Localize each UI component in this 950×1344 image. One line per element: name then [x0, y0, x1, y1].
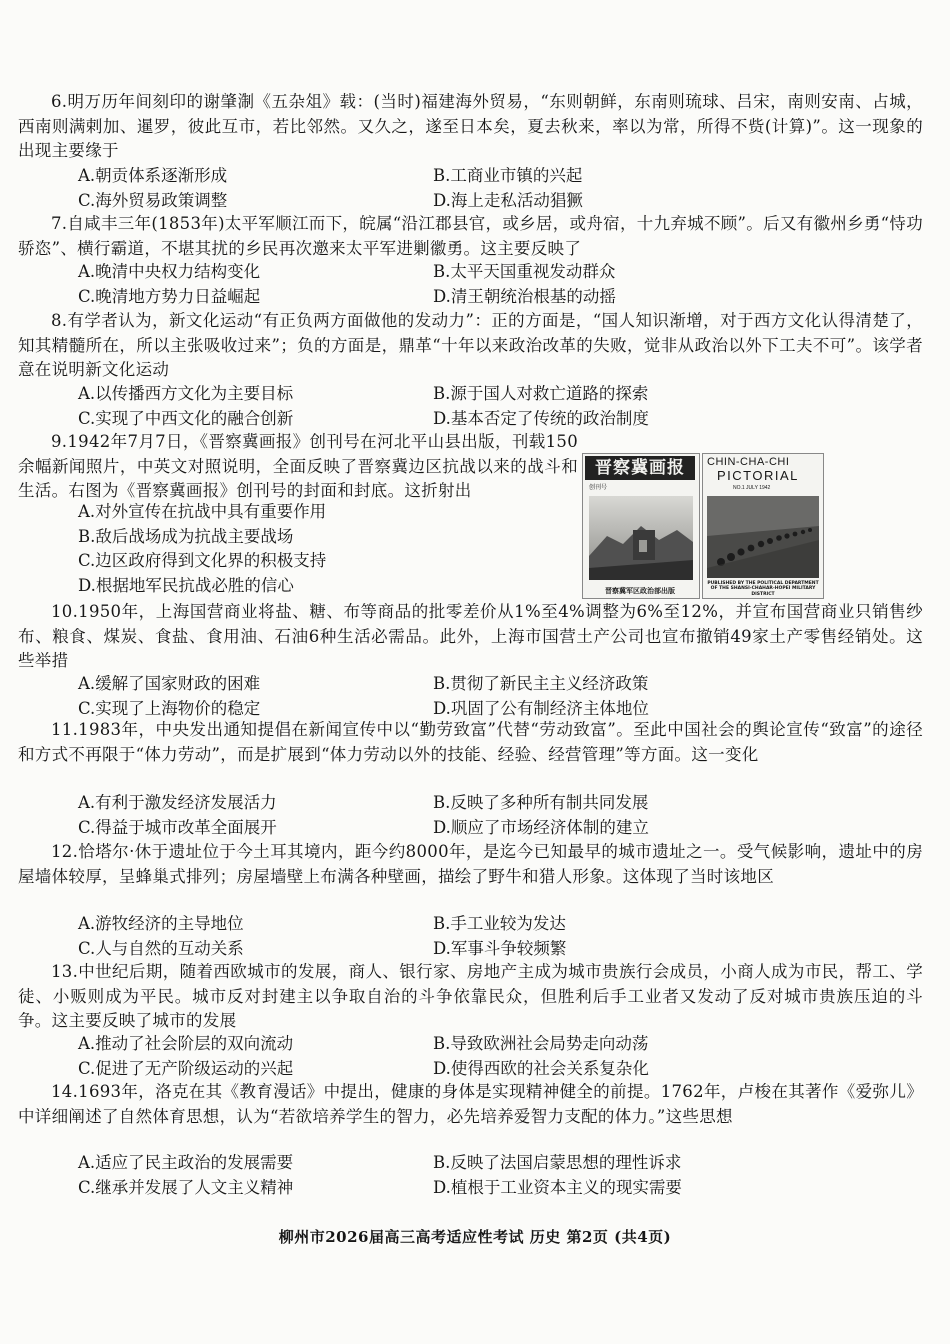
option-a[interactable]: A.适应了民主政治的发展需要: [78, 1153, 294, 1172]
option-c[interactable]: C.实现了上海物价的稳定: [78, 698, 261, 718]
question-14-stem: 14.1693年，洛克在其《教育漫话》中提出，健康的身体是实现精神健全的前提。1762年，卢梭在其著作《爱弥儿》中详细阐述了自然体育思想，认为“若欲培养学生的智力，必先培养爱智力支配的体力。”这些思想: [18, 1082, 923, 1126]
option-a[interactable]: A.游牧经济的主导地位: [78, 914, 244, 933]
question-9-stem: 9.1942年7月7日，《晋察冀画报》创刊号在河北平山县出版，刊载150余幅新闻照片，中英文对照说明，全面反映了晋察冀边区抗战以来的战斗和生活。右图为《晋察冀画报》创刊号的封面和封底。这折射出: [18, 432, 578, 500]
option-a[interactable]: A.晚清中央权力结构变化: [78, 262, 261, 281]
option-b[interactable]: B.贯彻了新民主主义经济政策: [433, 674, 649, 693]
option-c[interactable]: C.晚清地方势力日益崛起: [78, 286, 261, 306]
option-c[interactable]: C.边区政府得到文化界的积极支持: [78, 551, 327, 570]
question-12-options: [78, 912, 918, 961]
back-cover-photo: [707, 496, 819, 578]
front-cover-photo: [589, 496, 693, 580]
question-14-options: [78, 1151, 918, 1200]
option-a[interactable]: A.缓解了国家财政的困难: [78, 674, 261, 693]
option-d[interactable]: D.清王朝统治根基的动摇: [433, 286, 616, 306]
question-6-stem: 6.明万历年间刻印的谢肇淛《五杂俎》载：(当时)福建海外贸易，“东则朝鲜，东南则琉球、吕宋，南则安南、占城，西南则满剌加、暹罗，彼此互市，若比邻然。又久之，遂至日本矣，夏去秋来，率以为常，所得不赀(计算)”。这一现象的出现主要缘于: [18, 92, 923, 160]
pictorial-cover-figure: [582, 453, 824, 599]
back-cover-title-2: PICTORIAL: [717, 468, 799, 483]
option-c[interactable]: C.继承并发展了人文主义精神: [78, 1177, 294, 1197]
front-cover: [582, 453, 700, 599]
front-cover-issue: 创刊号: [589, 484, 608, 491]
option-d[interactable]: D.军事斗争较频繁: [433, 938, 567, 958]
question-7-stem: 7.自咸丰三年(1853年)太平军顺江而下，皖属“沿江郡县官，或乡居，或舟宿，十九弃城不顾”。后又有徽州乡勇“恃功骄恣”、横行霸道，不堪其扰的乡民再次邀来太平军进剿徽勇。这主要反映了: [18, 214, 924, 258]
option-d[interactable]: D.巩固了公有制经济主体地位: [433, 698, 649, 718]
option-c[interactable]: C.实现了中西文化的融合创新: [78, 408, 294, 428]
question-10-stem: 10.1950年，上海国营商业将盐、糖、布等商品的批零差价从1%至4%调整为6%至12%，并宣布国营商业只销售纱布、粮食、煤炭、食盐、食用油、石油6种生活必需品。此外，上海市国营土产公司也宣布撤销49家土产零售经销处。这些举措: [18, 602, 923, 670]
page-footer: 柳州市2026届高三高考适应性考试 历史 第2页 (共4页): [278, 1228, 672, 1246]
option-a[interactable]: A.推动了社会阶层的双向流动: [78, 1034, 294, 1053]
question-8-stem: 8.有学者认为，新文化运动“有正负两方面做他的发动力”：正的方面是，“国人知识渐增，对于西方文化认得清楚了，知其精髓所在，所以主张吸收过来”；负的方面是，鼎革“十年以来政治改革的失败，觉非从政治以外下工夫不可”。该学者意在说明新文化运动: [18, 311, 923, 379]
option-b[interactable]: B.反映了多种所有制共同发展: [433, 793, 649, 812]
question-10-options: [78, 672, 918, 721]
option-d[interactable]: D.基本否定了传统的政治制度: [433, 408, 649, 428]
option-b[interactable]: B.手工业较为发达: [433, 914, 566, 933]
question-11-options: [78, 791, 918, 840]
option-b[interactable]: B.工商业市镇的兴起: [433, 166, 583, 185]
option-a[interactable]: A.朝贡体系逐渐形成: [78, 166, 228, 185]
option-c[interactable]: C.海外贸易政策调整: [78, 190, 228, 210]
option-d[interactable]: D.海上走私活动猖獗: [433, 190, 583, 210]
front-cover-title: 晋察冀画报: [585, 456, 695, 480]
front-cover-publisher: 晋察冀军区政治部出版: [605, 587, 675, 595]
option-a[interactable]: A.以传播西方文化为主要目标: [78, 384, 294, 403]
question-6-options: [78, 164, 918, 213]
question-9-options: [78, 500, 578, 598]
option-d[interactable]: D.顺应了市场经济体制的建立: [433, 817, 649, 837]
option-b[interactable]: B.敌后战场成为抗战主要战场: [78, 526, 294, 546]
option-a[interactable]: A.对外宣传在抗战中具有重要作用: [78, 502, 327, 521]
option-b[interactable]: B.太平天国重视发动群众: [433, 262, 616, 281]
back-cover-publisher: PUBLISHED BY THE POLITICAL DEPARTMENT OF THE SHANSI-CHAHAR-HOPEI MILITARY DISTRICT: [707, 580, 819, 597]
question-11-stem: 11.1983年，中央发出通知提倡在新闻宣传中以“勤劳致富”代替“劳动致富”。至此中国社会的舆论宣传“致富”的途径和方式不再限于“体力劳动”，而是扩展到“体力劳动以外的技能、经验、经营管理”等方面。这一变化: [18, 720, 923, 764]
question-13-stem: 13.中世纪后期，随着西欧城市的发展，商人、银行家、房地产主成为城市贵族行会成员，小商人成为市民，帮工、学徒、小贩则成为平民。城市反对封建主以争取自治的斗争依靠民众，但胜利后手工业者又发动了反对城市贵族压迫的斗争。这主要反映了城市的发展: [18, 962, 923, 1030]
question-8-options: [78, 382, 918, 431]
question-13-options: [78, 1032, 918, 1081]
option-a[interactable]: A.有利于激发经济发展活力: [78, 793, 277, 812]
question-7-options: [78, 260, 918, 309]
back-cover-issue: NO.1 JULY 1942: [733, 485, 771, 491]
option-b[interactable]: B.反映了法国启蒙思想的理性诉求: [433, 1153, 682, 1172]
option-d[interactable]: D.使得西欧的社会关系复杂化: [433, 1058, 649, 1078]
option-d[interactable]: D.根据地军民抗战必胜的信心: [78, 575, 294, 595]
question-12-stem: 12.恰塔尔·休于遗址位于今土耳其境内，距今约8000年，是迄今已知最早的城市遗址之一。受气候影响，遗址中的房屋墙体较厚，呈蜂巢式排列；房屋墙壁上布满各种壁画，描绘了野牛和猎人形象。这体现了当时该地区: [18, 842, 923, 886]
option-c[interactable]: C.得益于城市改革全面展开: [78, 817, 277, 837]
option-d[interactable]: D.植根于工业资本主义的现实需要: [433, 1177, 682, 1197]
back-cover: [702, 453, 824, 599]
back-cover-title-1: CHIN-CHA-CHI: [707, 456, 790, 468]
option-b[interactable]: B.导致欧洲社会局势走向动荡: [433, 1034, 649, 1053]
option-c[interactable]: C.促进了无产阶级运动的兴起: [78, 1058, 294, 1078]
option-b[interactable]: B.源于国人对救亡道路的探索: [433, 384, 649, 403]
option-c[interactable]: C.人与自然的互动关系: [78, 938, 244, 958]
